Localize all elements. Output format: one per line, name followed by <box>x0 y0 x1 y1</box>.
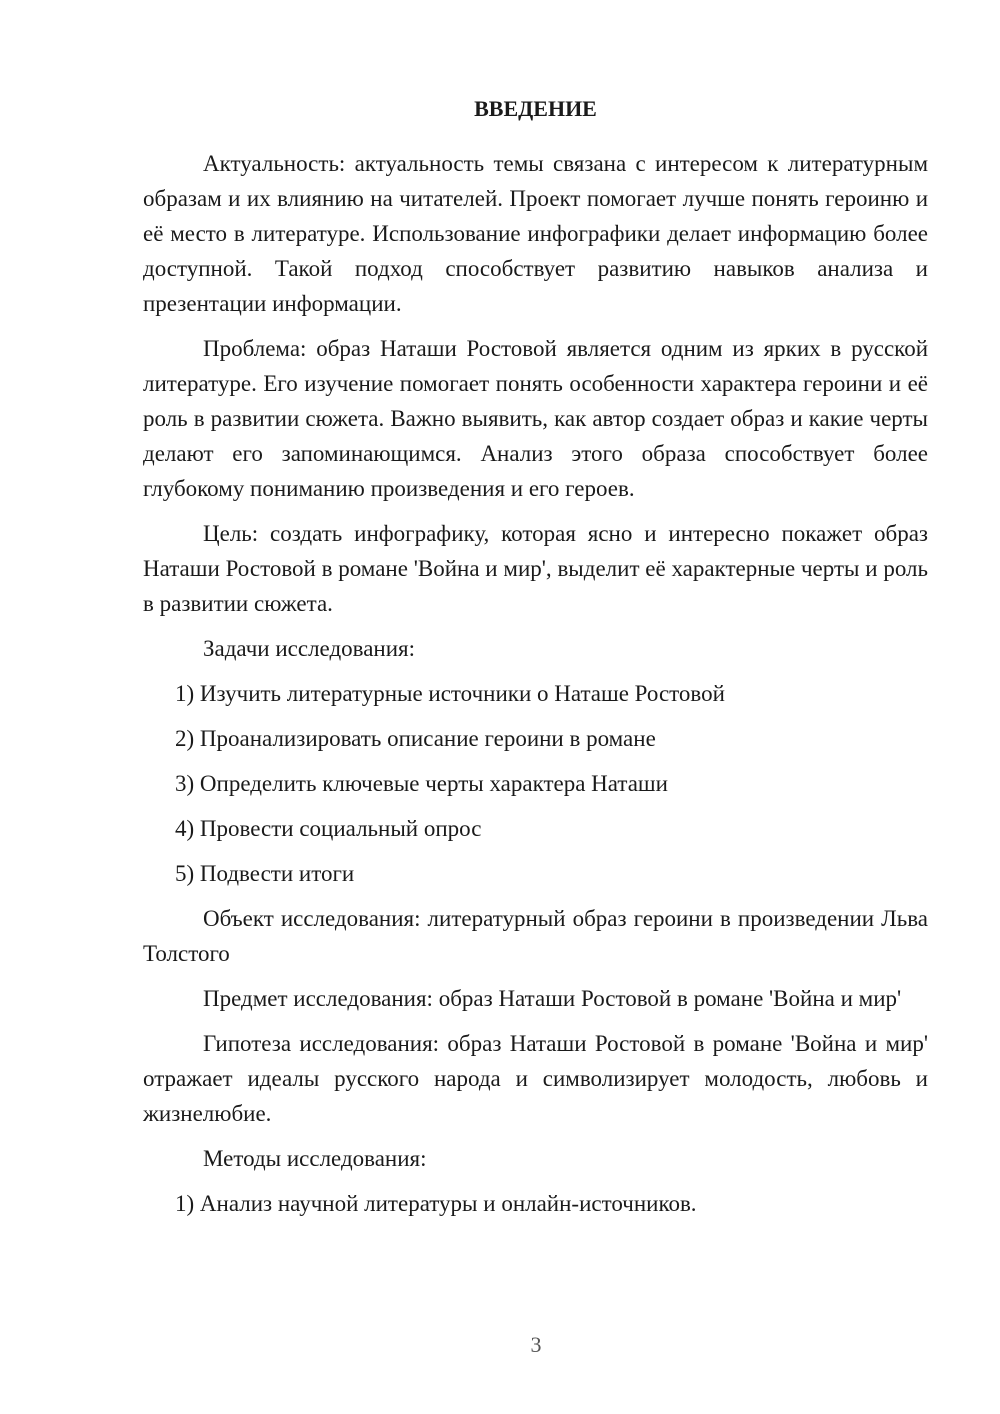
subject-paragraph: Предмет исследования: образ Наташи Ростовой в романе 'Война и мир' <box>203 986 902 1011</box>
task-item: 2) Проанализировать описание героини в романе <box>175 726 656 751</box>
goal-paragraph: Цель: создать инфографику, которая ясно и интересно покажет образ Наташи Ростовой в романе 'Война и мир', выделит её характерные черты и роль в развитии сюжета. <box>143 521 928 616</box>
tasks-label: Задачи исследования: <box>203 636 416 661</box>
page-number: 3 <box>530 1332 542 1357</box>
problem-paragraph: Проблема: образ Наташи Ростовой является одним из ярких в русской литературе. Его изучение помогает понять особенности характера героини и её роль в развитии сюжета. Важно выявить, как автор создает образ и какие черты делают его запоминающимся. Анализ этого образа способствует более глубокому пониманию произведения и его героев. <box>143 336 928 501</box>
hypothesis-paragraph: Гипотеза исследования: образ Наташи Ростовой в романе 'Война и мир' отражает идеалы русского народа и символизирует молодость, любовь и жизнелюбие. <box>143 1031 928 1126</box>
task-item: 3) Определить ключевые черты характера Наташи <box>175 771 668 796</box>
page-content <box>143 94 928 1231</box>
task-item: 1) Изучить литературные источники о Наташе Ростовой <box>175 681 725 706</box>
object-paragraph: Объект исследования: литературный образ героини в произведении Льва Толстого <box>143 906 928 966</box>
methods-label: Методы исследования: <box>203 1146 427 1171</box>
tasks-list <box>143 676 928 891</box>
relevance-paragraph: Актуальность: актуальность темы связана с интересом к литературным образам и их влиянию на читателей. Проект помогает лучше понять героиню и её место в литературе. Использование инфографики делает информацию более доступной. Такой подход способствует развитию навыков анализа и презентации информации. <box>143 151 928 316</box>
method-item: 1) Анализ научной литературы и онлайн-источников. <box>175 1191 697 1216</box>
methods-list <box>143 1186 928 1221</box>
task-item: 4) Провести социальный опрос <box>175 816 482 841</box>
task-item: 5) Подвести итоги <box>175 861 355 886</box>
section-heading: ВВЕДЕНИЕ <box>474 96 597 121</box>
